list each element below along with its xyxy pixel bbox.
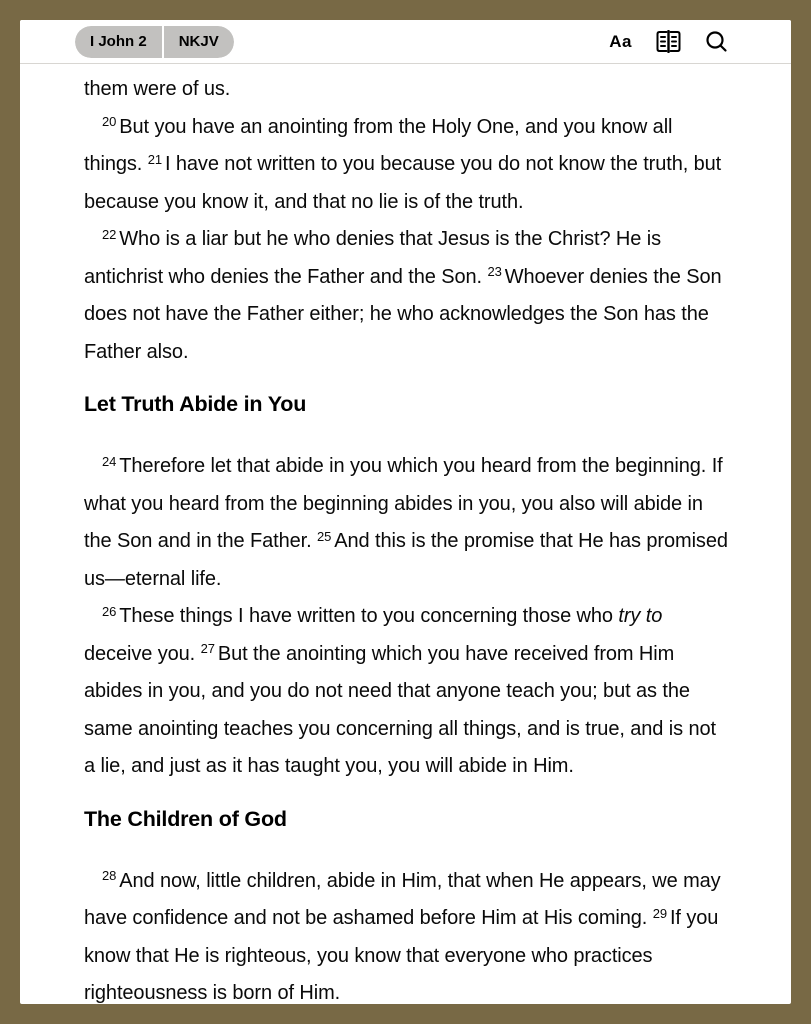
verse-number: 28 <box>102 868 117 883</box>
reader-header <box>20 20 791 64</box>
section-heading: Let Truth Abide in You <box>84 392 307 416</box>
verse-paragraph: $^{24}$ Therefore let that abide in you which you heard from the beginning. If what you heard from the beginning abides in you, you also will abide in the Son and in the Father. $^{25}$ And this is the promise that He has promised us—eternal life. <box>84 453 728 590</box>
verse-number: 22 <box>102 226 117 242</box>
chapter-selector-button[interactable]: I John 2 <box>75 26 162 58</box>
section-heading: The Children of God <box>84 806 287 831</box>
verse-paragraph: $^{22}$ Who is a liar but he who denies that Jesus is the Christ? He is antichrist who denies the Father and the Son. $^{23}$ Whoever denies the Son does not have the Father either; he who acknowledges the Son has the Father also. <box>84 226 722 363</box>
font-settings-button[interactable]: Aa <box>609 31 632 51</box>
verse-paragraph: $^{28}$ And now, little children, abide in Him, that when He appears, we may have confidence and not be ashamed before Him at His coming. $^{29}$ If you know that He is righteous, you know that everyone who practices righteousness is born of Him. <box>84 868 721 1004</box>
scripture-content <box>20 64 791 1004</box>
translation-selector-button[interactable]: NKJV <box>164 26 234 58</box>
verse-number: 25 <box>317 528 332 544</box>
verse-paragraph: $^{26}$ These things I have written to you concerning those who try to deceive you. $^{27}$ But the anointing which you have received from Him abides in you, and you do not need that anyone teach you; but as the same anointing teaches you concerning all things, and is true, and is not a lie, and just as it has taught you, you will abide in Him. <box>84 603 716 777</box>
chapter-translation-segmented-control <box>75 26 234 58</box>
verse-number: 23 <box>487 264 502 279</box>
verse-number: 20 <box>102 114 117 129</box>
parallel-reading-book-icon[interactable] <box>655 30 682 53</box>
reader-page <box>20 20 791 1004</box>
verse-number: 29 <box>652 905 667 921</box>
verse-paragraph: them were of us. <box>84 78 231 100</box>
verse-paragraph: $^{20}$ But you have an anointing from the Holy One, and you know all things. $^{21}$ I have not written to you because you do not know the truth, but because you know it, and that no lie is of the truth. <box>84 114 722 213</box>
verse-number: 26 <box>102 603 117 619</box>
verse-number: 21 <box>147 151 162 167</box>
emphasized-text: try to <box>618 605 663 627</box>
verse-number: 27 <box>200 641 215 656</box>
header-icon-group <box>609 30 728 53</box>
search-icon[interactable] <box>705 30 728 53</box>
verse-number: 24 <box>102 453 117 469</box>
